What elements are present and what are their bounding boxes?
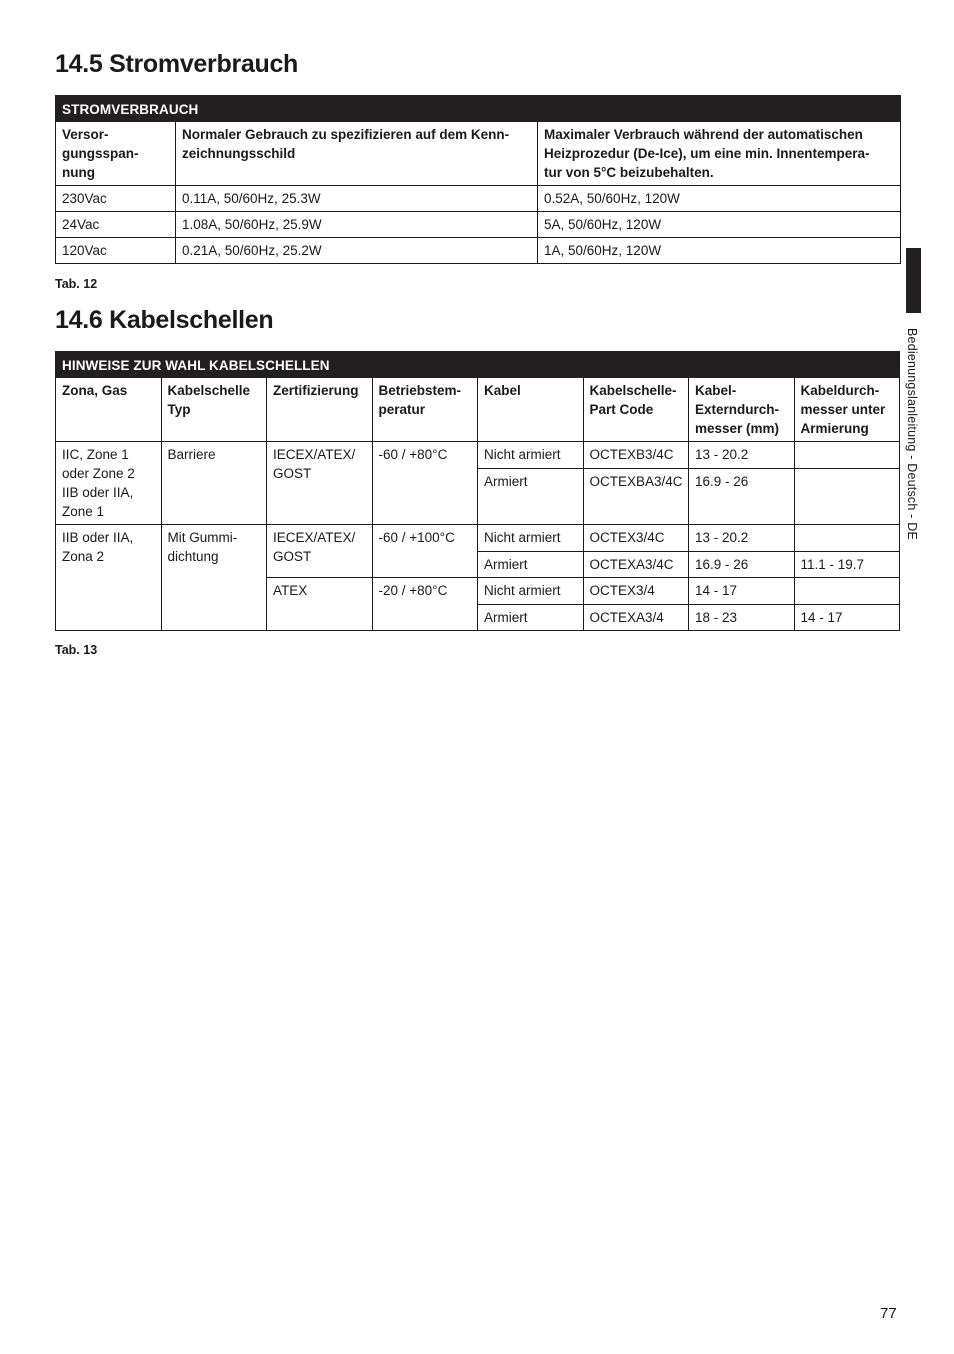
table-cell: 0.52A, 50/60Hz, 120W (538, 186, 901, 212)
chapter-tab-marker (906, 248, 921, 313)
cable-cell: Nicht armiert (478, 578, 584, 605)
column-header: Kabel (478, 378, 584, 442)
table-cell: 230Vac (56, 186, 176, 212)
cable-cell: Armiert (478, 605, 584, 631)
external-diameter-cell: 18 - 23 (689, 605, 795, 631)
column-header: Kabel- Externdurch- messer (mm) (689, 378, 795, 442)
column-header: Kabelschelle Typ (161, 378, 267, 442)
part-code-cell: OCTEXA3/4C (583, 552, 689, 578)
gland-type-cell: Mit Gummi- dichtung (161, 525, 267, 631)
section-title-stromverbrauch: 14.5 Stromverbrauch (55, 50, 299, 78)
table-cell: 0.21A, 50/60Hz, 25.2W (176, 238, 538, 264)
table-cell: 24Vac (56, 212, 176, 238)
external-diameter-cell: 13 - 20.2 (689, 442, 795, 469)
table-title: STROMVERBRAUCH (56, 96, 901, 122)
external-diameter-cell: 16.9 - 26 (689, 552, 795, 578)
part-code-cell: OCTEXBA3/4C (583, 469, 689, 525)
column-header: Zertifizierung (267, 378, 373, 442)
under-armour-diameter-cell (794, 578, 900, 605)
certification-cell: IECEX/ATEX/ GOST (267, 525, 373, 578)
under-armour-diameter-cell (794, 525, 900, 552)
zone-cell: IIC, Zone 1 oder Zone 2 IIB oder IIA, Zone 1 (56, 442, 162, 525)
temperature-cell: -60 / +100°C (372, 525, 478, 578)
part-code-cell: OCTEX3/4C (583, 525, 689, 552)
column-header: Betriebstem- peratur (372, 378, 478, 442)
table-row (56, 186, 901, 212)
under-armour-diameter-cell (794, 469, 900, 525)
external-diameter-cell: 14 - 17 (689, 578, 795, 605)
under-armour-diameter-cell: 14 - 17 (794, 605, 900, 631)
table-row (56, 442, 900, 469)
sidebar-label: Bedienungslanleitung - Deutsch - DE (905, 328, 919, 540)
certification-cell: ATEX (267, 578, 373, 631)
table-title: HINWEISE ZUR WAHL KABELSCHELLEN (56, 352, 900, 378)
table-row (56, 238, 901, 264)
external-diameter-cell: 13 - 20.2 (689, 525, 795, 552)
external-diameter-cell: 16.9 - 26 (689, 469, 795, 525)
table-row (56, 525, 900, 552)
column-header: Maximaler Verbrauch während der automatischen Heizprozedur (De-Ice), um eine min. Innentempera- tur von 5°C beizubehalten. (538, 122, 901, 186)
gland-type-cell: Barriere (161, 442, 267, 525)
cable-gland-table (55, 351, 900, 631)
table-cell: 120Vac (56, 238, 176, 264)
cable-cell: Armiert (478, 552, 584, 578)
cable-cell: Armiert (478, 469, 584, 525)
column-header: Versor- gungsspan- nung (56, 122, 176, 186)
table-caption: Tab. 13 (55, 643, 98, 657)
column-header: Normaler Gebrauch zu spezifizieren auf dem Kenn- zeichnungsschild (176, 122, 538, 186)
table-cell: 1A, 50/60Hz, 120W (538, 238, 901, 264)
zone-cell: IIB oder IIA, Zona 2 (56, 525, 162, 631)
part-code-cell: OCTEXA3/4 (583, 605, 689, 631)
part-code-cell: OCTEXB3/4C (583, 442, 689, 469)
cable-cell: Nicht armiert (478, 525, 584, 552)
cable-cell: Nicht armiert (478, 442, 584, 469)
table-cell: 1.08A, 50/60Hz, 25.9W (176, 212, 538, 238)
table-cell: 5A, 50/60Hz, 120W (538, 212, 901, 238)
part-code-cell: OCTEX3/4 (583, 578, 689, 605)
section-title-kabelschellen: 14.6 Kabelschellen (55, 306, 274, 334)
certification-cell: IECEX/ATEX/ GOST (267, 442, 373, 525)
temperature-cell: -20 / +80°C (372, 578, 478, 631)
column-header: Kabeldurch- messer unter Armierung (794, 378, 900, 442)
under-armour-diameter-cell: 11.1 - 19.7 (794, 552, 900, 578)
power-consumption-table (55, 95, 901, 264)
column-header: Kabelschelle- Part Code (583, 378, 689, 442)
under-armour-diameter-cell (794, 442, 900, 469)
table-caption: Tab. 12 (55, 277, 98, 291)
column-header: Zona, Gas (56, 378, 162, 442)
table-row (56, 212, 901, 238)
temperature-cell: -60 / +80°C (372, 442, 478, 525)
page-number: 77 (880, 1305, 897, 1322)
table-cell: 0.11A, 50/60Hz, 25.3W (176, 186, 538, 212)
